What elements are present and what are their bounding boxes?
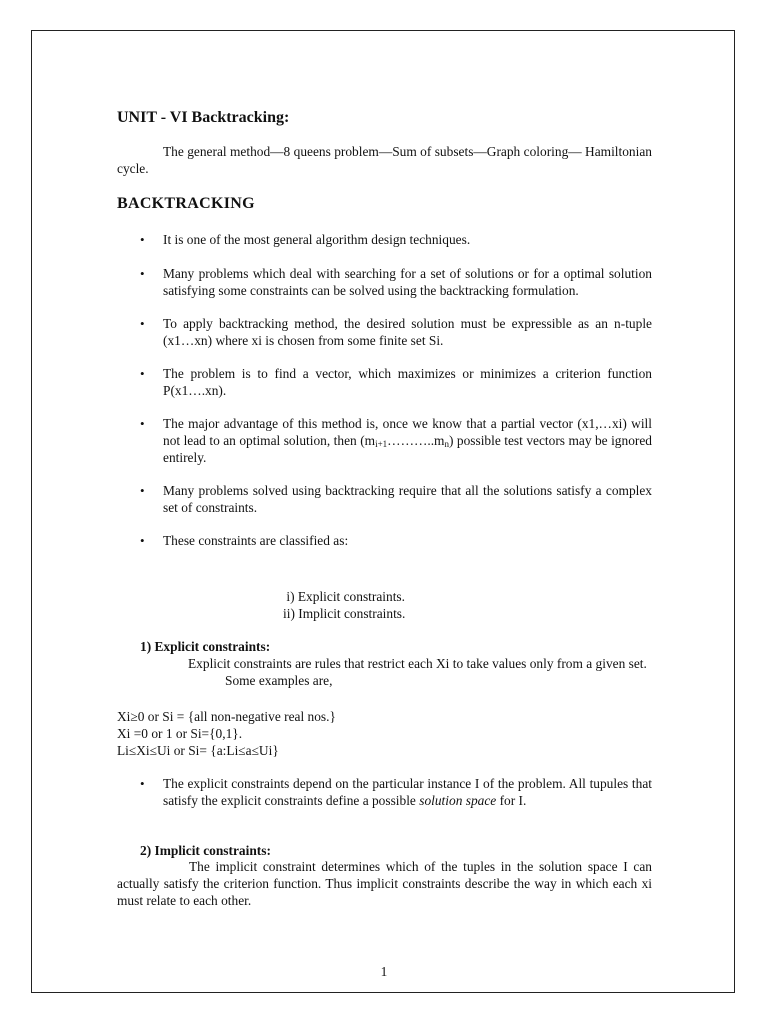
list-item: • The major advantage of this method is, once we know that a partial vector (x1,…xi) will not lead to an optimal solution, then $(m_{i+1}\dots\dots\dots..m_n)$ possible test vectors may be ignored entirely.	[140, 415, 652, 466]
example-line: Xi≥0 or Si = {all non-negative real nos.}	[117, 709, 336, 724]
constraint-type-explicit: i) Explicit constraints.	[283, 589, 405, 604]
bullet-list	[140, 231, 652, 549]
example-line: Li≤Xi≤Ui or Si= {a:Li≤a≤Ui}	[117, 743, 279, 758]
overview-text: The general method—8 queens problem—Sum of subsets—Graph coloring— Hamiltonian cycle.	[117, 144, 652, 176]
list-item: • These constraints are classified as:	[140, 532, 652, 549]
unit-overview	[117, 143, 652, 177]
constraint-type-implicit: ii) Implicit constraints.	[283, 606, 406, 621]
list-item: • Many problems solved using backtracking require that all the solutions satisfy a complex set of constraints.	[140, 482, 652, 516]
list-item: • It is one of the most general algorithm design techniques.	[140, 231, 652, 248]
list-item: • To apply backtracking method, the desired solution must be expressible as an n-tuple (x1…xn) where xi is chosen from some finite set Si.	[140, 315, 652, 349]
examples-list	[117, 708, 336, 759]
page-number: 1	[380, 964, 388, 979]
list-item: • The explicit constraints depend on the particular instance I of the problem. All tupules that satisfy the explicit constraints define a possible solution space for I.	[140, 775, 652, 809]
explicit-constraints-section	[140, 638, 652, 689]
implicit-heading: 2) Implicit constraints:	[140, 843, 271, 858]
examples-lead: Some examples are,	[225, 673, 333, 688]
explicit-paragraph: Explicit constraints are rules that restrict each Xi to take values only from a given set.	[188, 656, 647, 671]
list-item: • Many problems which deal with searching for a set of solutions or for a optimal solution satisfying some constraints can be solved using the backtracking formulation.	[140, 265, 652, 299]
example-line: Xi =0 or 1 or Si={0,1}.	[117, 726, 243, 741]
constraint-types	[283, 588, 405, 622]
explicit-bullet-list	[140, 775, 652, 809]
implicit-paragraph: The implicit constraint determines which of the tuples in the solution space I can actually satisfy the criterion function. Thus implicit constraints describe the way in which each xi must relate to each other.	[117, 859, 652, 908]
explicit-heading: 1) Explicit constraints:	[140, 639, 271, 654]
section-heading: BACKTRACKING	[117, 195, 255, 212]
unit-title: UNIT - VI Backtracking:	[117, 109, 290, 126]
list-item: • The problem is to find a vector, which maximizes or minimizes a criterion function P(x1….xn).	[140, 365, 652, 399]
